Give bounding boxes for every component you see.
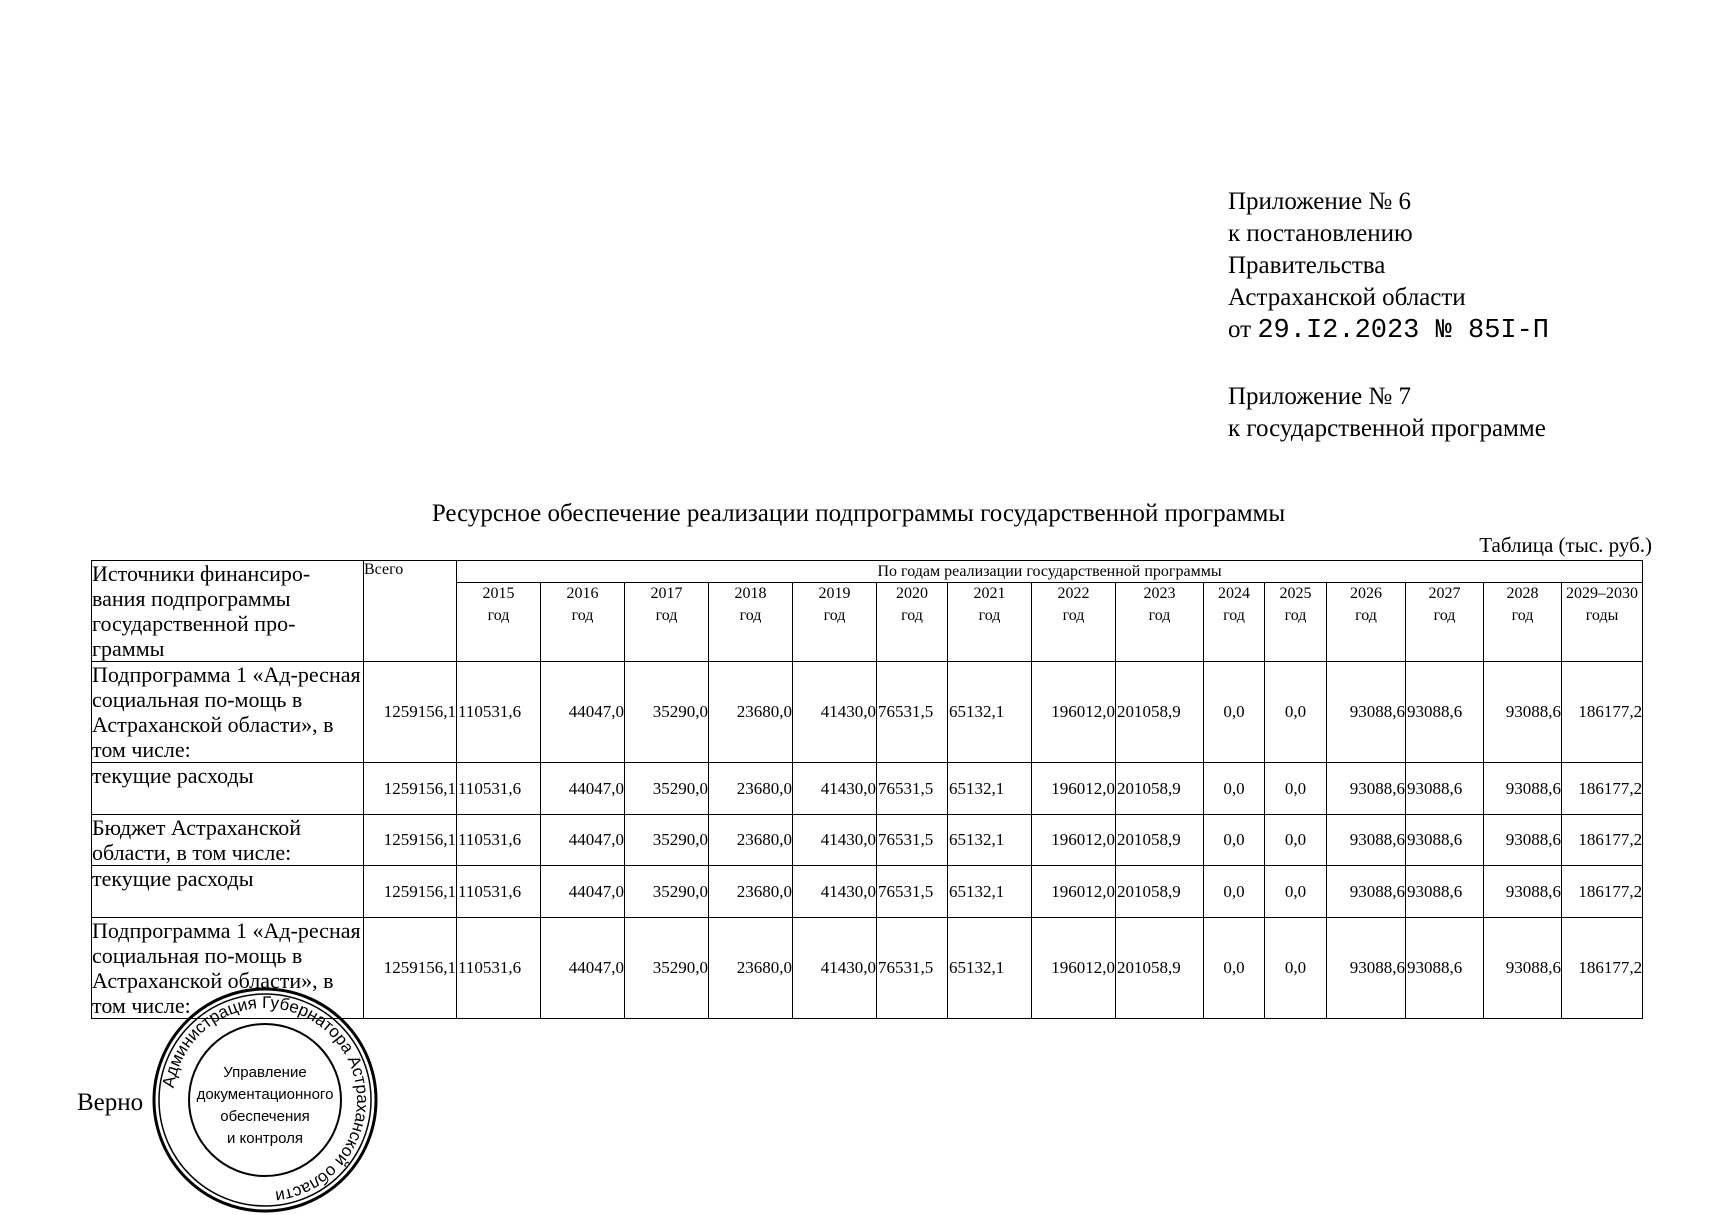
value-cell: 44047,0 — [541, 763, 625, 815]
value-cell: 35290,0 — [625, 662, 709, 763]
value-cell: 93088,6 — [1484, 866, 1562, 918]
value-cell: 1259156,1 — [364, 866, 457, 918]
value-cell: 0,0 — [1265, 763, 1327, 815]
value-cell: 0,0 — [1265, 815, 1327, 866]
year-unit: год — [901, 607, 923, 624]
value-cell: 93088,6 — [1406, 662, 1484, 763]
value-cell: 196012,0 — [1032, 866, 1116, 918]
value-cell: 65132,1 — [948, 866, 1032, 918]
total-column-header: Всего — [364, 561, 457, 662]
row-label: Подпрограмма 1 «Ад-ресная социальная по-мощь в Астраханской области», в том числе: — [92, 918, 364, 1019]
year-label: 2029–2030 — [1566, 585, 1639, 602]
year-label: 2025 — [1279, 585, 1312, 602]
year-column-header — [1265, 583, 1327, 662]
year-label: 2024 — [1218, 585, 1250, 602]
value-cell: 196012,0 — [1032, 918, 1116, 1019]
year-column-header — [457, 583, 541, 662]
value-cell: 0,0 — [1204, 815, 1265, 866]
value-cell: 0,0 — [1204, 866, 1265, 918]
row-label: Подпрограмма 1 «Ад-ресная социальная по-мощь в Астраханской области», в том числе: — [92, 662, 364, 763]
value-cell: 35290,0 — [625, 763, 709, 815]
value-cell: 186177,2 — [1562, 815, 1643, 866]
value-cell: 196012,0 — [1032, 662, 1116, 763]
appendix-date-number: 29.I2.2023 № 85I-П — [1257, 316, 1550, 346]
value-cell: 196012,0 — [1032, 815, 1116, 866]
value-cell: 93088,6 — [1406, 866, 1484, 918]
value-cell: 196012,0 — [1032, 763, 1116, 815]
value-cell: 93088,6 — [1327, 918, 1406, 1019]
table-row — [92, 662, 1643, 763]
value-cell: 41430,0 — [793, 763, 877, 815]
year-unit: год — [1433, 607, 1456, 624]
value-cell: 65132,1 — [948, 918, 1032, 1019]
year-label: 2018 — [734, 585, 767, 602]
year-unit: год — [1223, 607, 1245, 624]
year-label: 2021 — [973, 585, 1006, 602]
value-cell: 35290,0 — [625, 815, 709, 866]
value-cell: 1259156,1 — [364, 763, 457, 815]
value-cell: 186177,2 — [1562, 918, 1643, 1019]
seal-line: обеспечения — [220, 1108, 310, 1125]
budget-table — [91, 560, 1643, 1019]
appendix-line: Приложение № 7 — [1228, 383, 1412, 410]
value-cell: 0,0 — [1204, 763, 1265, 815]
value-cell: 35290,0 — [625, 918, 709, 1019]
value-cell: 76531,5 — [877, 662, 948, 763]
value-cell: 0,0 — [1265, 918, 1327, 1019]
verno-label: Верно — [77, 1089, 144, 1116]
value-cell: 93088,6 — [1484, 918, 1562, 1019]
value-cell: 0,0 — [1204, 918, 1265, 1019]
year-column-header — [1032, 583, 1116, 662]
value-cell: 76531,5 — [877, 815, 948, 866]
value-cell: 1259156,1 — [364, 815, 457, 866]
year-label: 2020 — [896, 585, 928, 602]
value-cell: 186177,2 — [1562, 866, 1643, 918]
table-units: Таблица (тыс. руб.) — [1479, 533, 1652, 557]
value-cell: 1259156,1 — [364, 662, 457, 763]
appendix-line: Астраханской области — [1228, 284, 1466, 311]
year-column-header — [1327, 583, 1406, 662]
value-cell: 44047,0 — [541, 815, 625, 866]
value-cell: 93088,6 — [1484, 662, 1562, 763]
appendix-line: к государственной программе — [1228, 415, 1546, 442]
year-unit: год — [978, 607, 1001, 624]
year-column-header — [948, 583, 1032, 662]
value-cell: 0,0 — [1265, 866, 1327, 918]
year-unit: год — [1284, 607, 1307, 624]
header-row — [92, 561, 1643, 583]
value-cell: 76531,5 — [877, 866, 948, 918]
year-column-header — [625, 583, 709, 662]
year-unit: годы — [1585, 607, 1619, 624]
year-unit: год — [1062, 607, 1085, 624]
year-column-header — [793, 583, 877, 662]
table-row — [92, 866, 1643, 918]
appendix-line: Правительства — [1228, 252, 1386, 279]
year-column-header — [1116, 583, 1204, 662]
year-label: 2022 — [1057, 585, 1090, 602]
appendix-date-line — [1228, 314, 1549, 347]
year-label: 2027 — [1428, 585, 1461, 602]
value-cell: 76531,5 — [877, 918, 948, 1019]
appendix-block — [1228, 186, 1549, 445]
source-column-header: Источники финансиро-вания подпрограммы государственной про-граммы — [92, 561, 364, 662]
year-unit: год — [823, 607, 846, 624]
value-cell: 93088,6 — [1406, 763, 1484, 815]
year-label: 2028 — [1506, 585, 1539, 602]
value-cell: 110531,6 — [457, 918, 541, 1019]
seal-line: и контроля — [226, 1130, 304, 1147]
year-label: 2016 — [566, 585, 599, 602]
value-cell: 0,0 — [1204, 662, 1265, 763]
row-label: Бюджет Астраханской области, в том числе: — [92, 815, 364, 866]
value-cell: 1259156,1 — [364, 918, 457, 1019]
value-cell: 93088,6 — [1406, 918, 1484, 1019]
seal-line: документационного — [196, 1086, 334, 1103]
value-cell: 110531,6 — [457, 763, 541, 815]
year-unit: год — [1355, 607, 1377, 624]
value-cell: 23680,0 — [709, 918, 793, 1019]
value-cell: 44047,0 — [541, 662, 625, 763]
value-cell: 44047,0 — [541, 918, 625, 1019]
value-cell: 93088,6 — [1327, 866, 1406, 918]
value-cell: 201058,9 — [1116, 662, 1204, 763]
value-cell: 0,0 — [1265, 662, 1327, 763]
value-cell: 44047,0 — [541, 866, 625, 918]
year-label: 2026 — [1350, 585, 1382, 602]
year-column-header — [1406, 583, 1484, 662]
value-cell: 201058,9 — [1116, 918, 1204, 1019]
value-cell: 23680,0 — [709, 763, 793, 815]
value-cell: 23680,0 — [709, 815, 793, 866]
appendix-line: Приложение № 6 — [1228, 188, 1412, 215]
value-cell: 93088,6 — [1327, 662, 1406, 763]
value-cell: 201058,9 — [1116, 763, 1204, 815]
value-cell: 35290,0 — [625, 866, 709, 918]
value-cell: 76531,5 — [877, 763, 948, 815]
year-unit: год — [739, 607, 762, 624]
year-label: 2017 — [650, 585, 683, 602]
period-header: По годам реализации государственной программы — [457, 561, 1643, 583]
value-cell: 65132,1 — [948, 662, 1032, 763]
year-label: 2015 — [482, 585, 515, 602]
year-column-header — [541, 583, 625, 662]
value-cell: 41430,0 — [793, 815, 877, 866]
value-cell: 23680,0 — [709, 662, 793, 763]
table-row — [92, 918, 1643, 1019]
year-column-header — [1484, 583, 1562, 662]
year-unit: год — [655, 607, 678, 624]
value-cell: 186177,2 — [1562, 662, 1643, 763]
seal-ring-text: Администрация Губернатора Астраханской области — [158, 992, 373, 1207]
seal-line: Управление — [223, 1064, 307, 1081]
value-cell: 93088,6 — [1327, 815, 1406, 866]
value-cell: 110531,6 — [457, 662, 541, 763]
value-cell: 41430,0 — [793, 662, 877, 763]
value-cell: 186177,2 — [1562, 763, 1643, 815]
appendix-line: к постановлению — [1228, 220, 1413, 247]
document-title: Ресурсное обеспечение реализации подпрограммы государственной программы — [431, 500, 1286, 527]
year-column-header — [877, 583, 948, 662]
value-cell: 93088,6 — [1484, 815, 1562, 866]
value-cell: 23680,0 — [709, 866, 793, 918]
table-row — [92, 763, 1643, 815]
year-unit: год — [1148, 607, 1171, 624]
year-column-header — [1562, 583, 1643, 662]
value-cell: 93088,6 — [1406, 815, 1484, 866]
value-cell: 110531,6 — [457, 866, 541, 918]
year-label: 2023 — [1143, 585, 1176, 602]
row-label: текущие расходы — [92, 763, 364, 815]
table-row — [92, 815, 1643, 866]
value-cell: 65132,1 — [948, 763, 1032, 815]
year-unit: год — [571, 607, 594, 624]
year-unit: год — [487, 607, 510, 624]
value-cell: 110531,6 — [457, 815, 541, 866]
value-cell: 201058,9 — [1116, 866, 1204, 918]
row-label: текущие расходы — [92, 866, 364, 918]
year-label: 2019 — [818, 585, 851, 602]
value-cell: 41430,0 — [793, 918, 877, 1019]
year-unit: год — [1511, 607, 1534, 624]
appendix-date-prefix: от — [1228, 316, 1252, 343]
value-cell: 93088,6 — [1484, 763, 1562, 815]
value-cell: 41430,0 — [793, 866, 877, 918]
value-cell: 201058,9 — [1116, 815, 1204, 866]
value-cell: 65132,1 — [948, 815, 1032, 866]
year-column-header — [709, 583, 793, 662]
value-cell: 93088,6 — [1327, 763, 1406, 815]
official-seal — [150, 985, 380, 1215]
year-column-header — [1204, 583, 1265, 662]
